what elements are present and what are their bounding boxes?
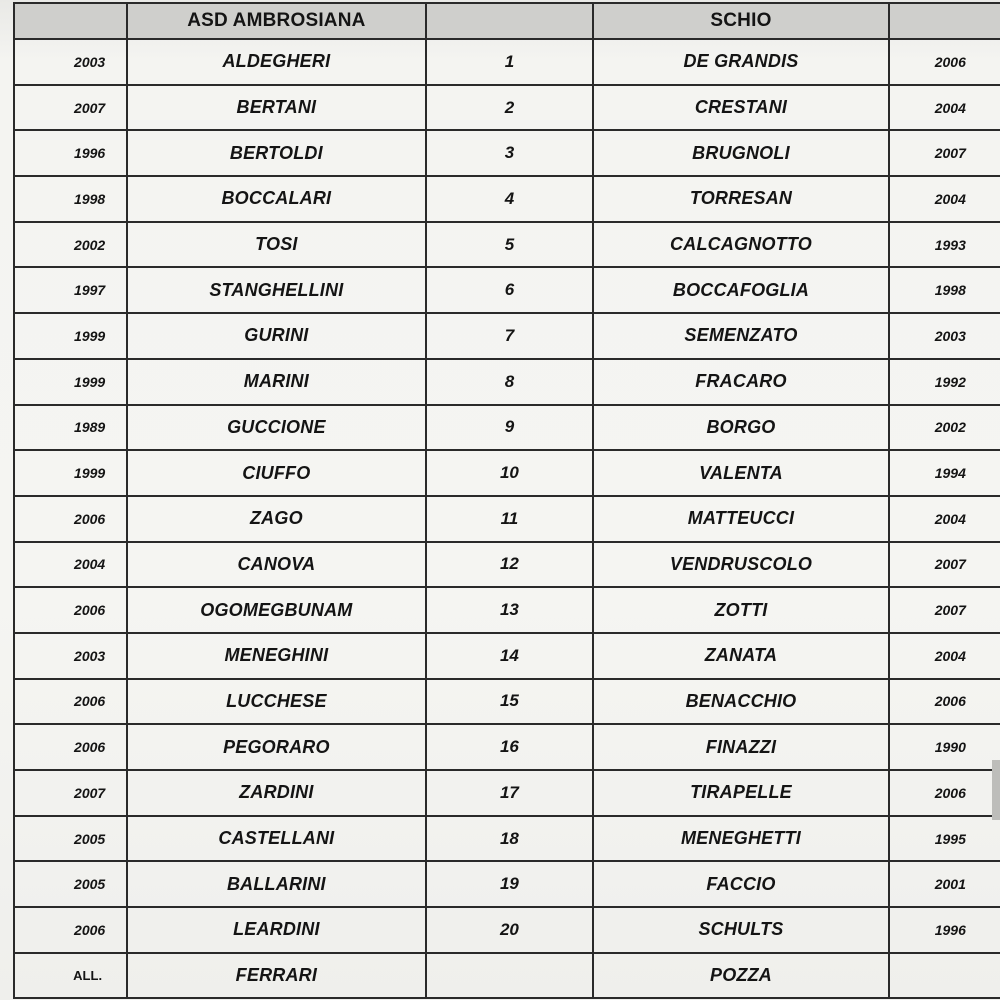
home-player-year: 1998 [14,176,127,222]
home-player-name: TOSI [127,222,425,268]
home-player-name: CANOVA [127,542,425,588]
away-team-header: SCHIO [593,3,888,39]
home-player-year: 2006 [14,907,127,953]
shirt-number: 3 [426,130,594,176]
home-player-year: 1997 [14,267,127,313]
away-player-year: 2007 [889,542,1000,588]
home-player-year: 2006 [14,587,127,633]
shirt-number: 17 [426,770,594,816]
home-player-name: OGOMEGBUNAM [127,587,425,633]
away-player-name: ZANATA [593,633,888,679]
match-roster-table [13,2,1000,999]
table-row [14,450,1000,496]
home-player-year: 2003 [14,39,127,85]
away-player-name: BENACCHIO [593,679,888,725]
away-player-year: 2006 [889,39,1000,85]
table-row [14,359,1000,405]
away-player-year: 1993 [889,222,1000,268]
away-player-name: ZOTTI [593,587,888,633]
shirt-number: 9 [426,405,594,451]
home-player-name: MENEGHINI [127,633,425,679]
shirt-number: 1 [426,39,594,85]
home-player-year: 1999 [14,313,127,359]
shirt-number: 5 [426,222,594,268]
away-player-year: 2004 [889,633,1000,679]
home-player-name: CIUFFO [127,450,425,496]
table-row [14,770,1000,816]
shirt-number: 6 [426,267,594,313]
away-player-year: 2007 [889,130,1000,176]
away-player-name: TIRAPELLE [593,770,888,816]
home-player-year: 1999 [14,359,127,405]
table-row [14,907,1000,953]
home-player-name: STANGHELLINI [127,267,425,313]
away-player-year: 1992 [889,359,1000,405]
shirt-number: 7 [426,313,594,359]
away-player-name: TORRESAN [593,176,888,222]
away-player-year: 2004 [889,85,1000,131]
away-player-year: 2001 [889,861,1000,907]
away-coach-name: POZZA [593,953,888,999]
shirt-number: 4 [426,176,594,222]
header-blank-right [889,3,1000,39]
away-player-year: 2004 [889,496,1000,542]
away-player-name: BRUGNOLI [593,130,888,176]
home-player-year: 2002 [14,222,127,268]
home-player-year: 2005 [14,861,127,907]
home-player-year: 2005 [14,816,127,862]
home-player-name: GURINI [127,313,425,359]
home-player-year: 2006 [14,724,127,770]
coach-label: ALL. [14,953,127,999]
away-player-name: MENEGHETTI [593,816,888,862]
away-player-name: VENDRUSCOLO [593,542,888,588]
header-row [14,3,1000,39]
away-player-name: SCHULTS [593,907,888,953]
away-player-year: 1996 [889,907,1000,953]
home-player-year: 2003 [14,633,127,679]
home-player-year: 1999 [14,450,127,496]
table-row [14,587,1000,633]
shirt-number: 18 [426,816,594,862]
away-player-name: CRESTANI [593,85,888,131]
shirt-number: 11 [426,496,594,542]
coach-blank-center [426,953,594,999]
shirt-number: 8 [426,359,594,405]
header-blank-center [426,3,594,39]
shirt-number: 20 [426,907,594,953]
away-player-year: 1995 [889,816,1000,862]
table-row [14,267,1000,313]
home-coach-name: FERRARI [127,953,425,999]
home-player-year: 2004 [14,542,127,588]
away-player-name: DE GRANDIS [593,39,888,85]
away-player-year: 1998 [889,267,1000,313]
home-player-name: LUCCHESE [127,679,425,725]
shirt-number: 14 [426,633,594,679]
away-player-year: 2006 [889,770,1000,816]
home-player-year: 2006 [14,679,127,725]
table-row [14,313,1000,359]
coach-blank-right [889,953,1000,999]
away-player-year: 2004 [889,176,1000,222]
home-player-year: 2006 [14,496,127,542]
shirt-number: 15 [426,679,594,725]
away-player-name: SEMENZATO [593,313,888,359]
away-player-year: 2003 [889,313,1000,359]
away-player-year: 1994 [889,450,1000,496]
shirt-number: 16 [426,724,594,770]
away-player-year: 2002 [889,405,1000,451]
home-player-name: LEARDINI [127,907,425,953]
shirt-number: 19 [426,861,594,907]
home-player-name: GUCCIONE [127,405,425,451]
home-player-year: 1989 [14,405,127,451]
table-row [14,724,1000,770]
page-edge-shadow [992,760,1000,820]
table-row [14,633,1000,679]
table-row [14,816,1000,862]
home-team-header: ASD AMBROSIANA [127,3,425,39]
home-player-name: BALLARINI [127,861,425,907]
away-player-name: FRACARO [593,359,888,405]
table-row [14,176,1000,222]
home-player-name: PEGORARO [127,724,425,770]
home-player-name: ZAGO [127,496,425,542]
away-player-name: MATTEUCCI [593,496,888,542]
home-player-year: 1996 [14,130,127,176]
table-row [14,39,1000,85]
away-player-year: 2006 [889,679,1000,725]
table-row [14,130,1000,176]
home-player-year: 2007 [14,770,127,816]
shirt-number: 13 [426,587,594,633]
away-player-name: VALENTA [593,450,888,496]
away-player-name: BORGO [593,405,888,451]
away-player-name: FINAZZI [593,724,888,770]
away-player-name: BOCCAFOGLIA [593,267,888,313]
away-player-name: CALCAGNOTTO [593,222,888,268]
table-row [14,679,1000,725]
home-player-name: ALDEGHERI [127,39,425,85]
table-row [14,861,1000,907]
shirt-number: 10 [426,450,594,496]
away-player-year: 2007 [889,587,1000,633]
home-player-year: 2007 [14,85,127,131]
away-player-name: FACCIO [593,861,888,907]
home-player-name: BOCCALARI [127,176,425,222]
home-player-name: CASTELLANI [127,816,425,862]
home-player-name: BERTANI [127,85,425,131]
away-player-year: 1990 [889,724,1000,770]
coach-row [14,953,1000,999]
header-blank-left [14,3,127,39]
table-row [14,496,1000,542]
roster-body [14,39,1000,998]
shirt-number: 12 [426,542,594,588]
table-row [14,85,1000,131]
shirt-number: 2 [426,85,594,131]
table-row [14,542,1000,588]
table-row [14,222,1000,268]
home-player-name: ZARDINI [127,770,425,816]
table-row [14,405,1000,451]
home-player-name: MARINI [127,359,425,405]
home-player-name: BERTOLDI [127,130,425,176]
